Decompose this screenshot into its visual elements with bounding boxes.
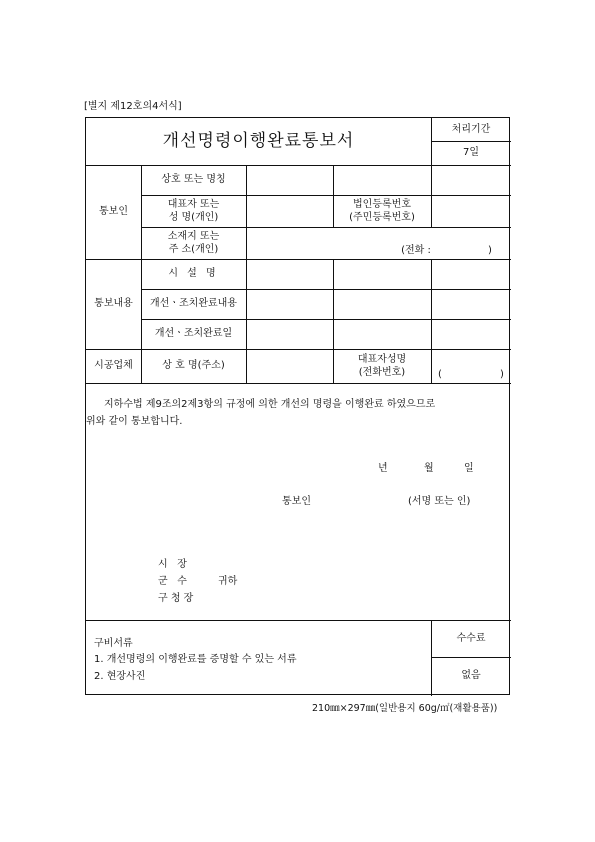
representative-field[interactable]	[246, 195, 333, 227]
date-day-label: 일	[464, 463, 474, 474]
contractor-section-label: 시공업체	[94, 360, 133, 372]
notification-form	[85, 117, 510, 695]
address-label	[141, 227, 246, 259]
required-document-1: 1. 개선명령의 이행완료를 증명할 수 있는 서류	[94, 654, 297, 665]
name-label: 상호 또는 명칭	[161, 174, 226, 186]
address-field[interactable]	[246, 227, 386, 259]
representative-label	[141, 195, 246, 227]
phone-label: (전화 :	[401, 244, 431, 256]
corporation-number-label-line2: (주민등록번호)	[349, 212, 415, 223]
phone-field[interactable]	[446, 242, 484, 259]
improvement-content-field[interactable]	[246, 289, 333, 319]
required-document-2: 2. 현장사진	[94, 671, 146, 682]
corporation-number-field[interactable]	[431, 195, 511, 227]
date-year-label: 년	[378, 463, 388, 474]
phone-close-paren: )	[488, 244, 492, 256]
contractor-paren-close: )	[500, 368, 504, 380]
recipient-district-head: 구 청 장	[158, 593, 194, 604]
honorific: 귀하	[218, 576, 238, 587]
form-title: 개선명령이행완료통보서	[162, 131, 355, 152]
corporation-number-label	[333, 195, 431, 227]
completion-date-field[interactable]	[246, 319, 333, 349]
signer-field[interactable]	[321, 493, 401, 510]
address-label-line2: 주 소(개인)	[168, 244, 219, 255]
recipient-county-head: 군 수	[158, 576, 187, 587]
completion-date-label: 개선ㆍ조치완료일	[154, 328, 233, 340]
notifier-section-label: 통보인	[99, 206, 128, 218]
contractor-representative-line2: (전화번호)	[358, 367, 406, 378]
signer-label: 통보인	[282, 496, 311, 507]
fee-label: 수수료	[456, 632, 486, 644]
processing-period-value: 7일	[462, 147, 480, 159]
name-field[interactable]	[246, 165, 333, 195]
address-label-line1: 소재지 또는	[167, 230, 220, 242]
facility-name-label: 시 설 명	[168, 268, 219, 280]
statement-line-2: 위와 같이 통보합니다.	[86, 416, 183, 427]
processing-period-label: 처리기간	[451, 123, 491, 135]
contractor-representative-line1: 대표자성명	[357, 353, 407, 365]
contractor-paren-open: (	[438, 368, 442, 380]
statement-line-1: 지하수법 제9조의2제3항의 규정에 의한 개선의 명령을 이행완료 하였으므로	[104, 399, 436, 410]
contractor-representative-label	[333, 349, 431, 383]
representative-label-line1: 대표자 또는	[167, 198, 220, 210]
contractor-phone-field[interactable]	[446, 366, 496, 383]
required-documents-heading: 구비서류	[94, 638, 133, 649]
contractor-name-field[interactable]	[246, 349, 333, 383]
paper-spec: 210㎜×297㎜(일반용지 60g/㎡(재활용품))	[312, 703, 498, 714]
facility-name-field[interactable]	[246, 259, 333, 289]
form-id: [별지 제12호의4서식]	[84, 101, 182, 112]
date-month-label: 월	[424, 463, 434, 474]
representative-label-line2: 성 명(개인)	[168, 212, 219, 223]
improvement-content-label: 개선ㆍ조치완료내용	[150, 298, 237, 310]
contractor-name-label: 상 호 명(주소)	[162, 360, 225, 372]
rule	[86, 383, 511, 384]
signature-note: (서명 또는 인)	[408, 496, 471, 507]
fee-value: 없음	[461, 669, 481, 681]
recipient-mayor: 시 장	[158, 559, 187, 570]
rule	[431, 259, 432, 383]
corporation-number-label-line1: 법인등록번호	[353, 198, 411, 210]
content-section-label: 통보내용	[94, 298, 133, 310]
